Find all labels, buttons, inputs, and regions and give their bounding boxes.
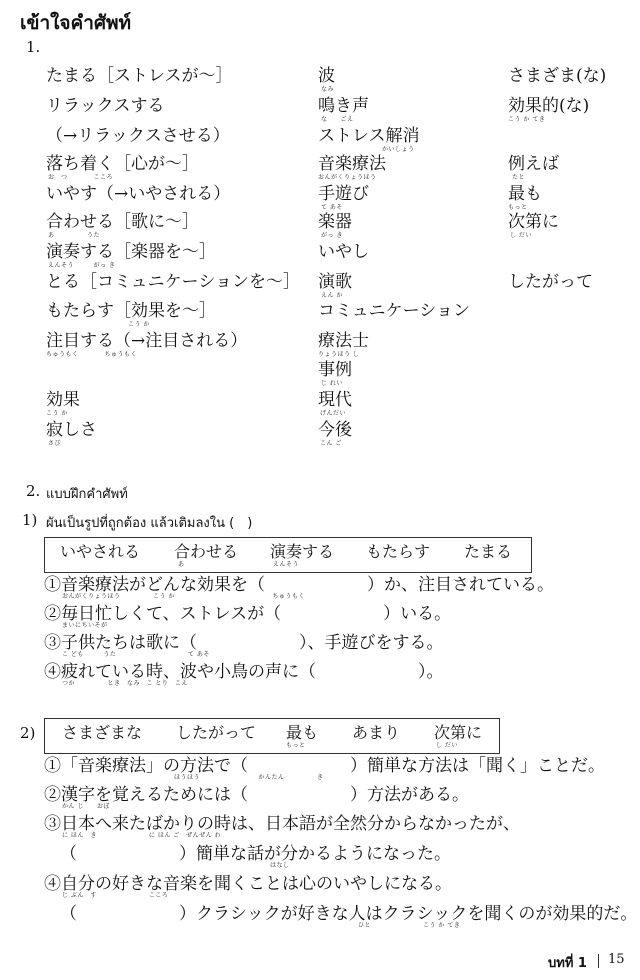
word-choice: あまり	[352, 723, 401, 742]
vocab-ruby: こう か	[128, 321, 150, 328]
vocab-item: 効果的(な)	[508, 96, 590, 116]
exercise-1-question: ③子供たちは歌に（ ）、手遊びをする。	[44, 633, 444, 653]
word-choice: 最も	[286, 723, 319, 742]
vocab-item: リラックスする	[46, 96, 165, 116]
vocab-ruby: こう か	[46, 410, 68, 417]
footer-divider	[598, 954, 599, 968]
word-choice: もたらす	[366, 542, 431, 561]
exercise-2-label: 2)	[20, 724, 36, 742]
vocab-ruby: こん ご	[320, 440, 342, 447]
question-ruby: じ ぶん す こころ	[62, 892, 169, 899]
section-2-title: แบบฝึกคำศัพท์	[46, 487, 128, 502]
word-choice-ruby: えんそう	[273, 561, 300, 568]
word-choice: いやされる	[60, 542, 141, 561]
vocab-item: したがって	[508, 272, 593, 292]
question-ruby: こ ども うた て あそ	[62, 651, 210, 658]
vocab-item: コミュニケーション	[318, 301, 470, 321]
exercise-1-question: ②毎日忙しくて、ストレスが（ ）いる。	[44, 604, 452, 624]
vocab-ruby: な ごえ	[321, 116, 354, 123]
word-choice-ruby: あ	[178, 561, 185, 568]
question-ruby: はなし	[270, 862, 290, 869]
vocab-item: 事例	[318, 360, 352, 380]
vocab-ruby: お つ こころ	[48, 174, 114, 181]
vocab-ruby: あ うた	[48, 232, 101, 239]
page-title: เข้าใจคำศัพท์	[20, 12, 132, 34]
vocab-item: いやす（→いやされる）	[46, 184, 231, 204]
vocab-ruby: えんそう がっ き	[48, 262, 116, 269]
exercise-2-question: （ ）クラシックが好きな人はクラシックを聞くのが効果的だ。	[60, 904, 638, 924]
vocab-ruby: じ れい	[321, 380, 343, 387]
vocab-ruby: て あそ	[321, 204, 343, 211]
word-choice: したがって	[176, 723, 257, 742]
vocab-ruby: さび	[48, 440, 62, 447]
vocab-item: 演奏する［楽器を～］	[46, 242, 216, 262]
question-ruby: かん じ おぼ	[62, 803, 110, 810]
vocab-item: 最も	[508, 184, 542, 204]
vocab-ruby: たと	[512, 174, 526, 181]
exercise-2-question: （ ）簡単な話が分かるようになった。	[60, 844, 451, 864]
exercise-1-question: ④疲れている時、波や小鳥の声に（ ）。	[44, 662, 444, 682]
vocab-ruby: えん か	[321, 292, 343, 299]
question-ruby: おんがくりょうほう こう か ちゅうもく	[62, 593, 305, 600]
vocab-item: たまる［ストレスが～］	[46, 66, 233, 86]
exercise-2-question: ②漢字を覚えるためには（ ）方法がある。	[44, 785, 469, 805]
question-ruby: ひと こう か てき	[358, 922, 461, 929]
vocab-item: 手遊び	[318, 184, 369, 204]
vocab-item: 鳴き声	[318, 96, 369, 116]
vocab-ruby: げんだい	[320, 410, 347, 417]
vocab-item: 現代	[318, 390, 352, 410]
question-ruby: つか とき なみ こ とり こえ	[62, 680, 188, 687]
question-ruby: まいにちいそが	[62, 622, 108, 629]
vocab-item: 波	[318, 66, 335, 86]
footer-lesson-label: บทที่ 1	[548, 956, 587, 971]
vocab-item: 例えば	[508, 154, 559, 174]
footer-page-number: 15	[608, 952, 625, 967]
vocab-item: 効果	[46, 390, 80, 410]
exercise-2-question: ③日本へ来たばかりの時は、日本語が全然分からなかったが、	[44, 814, 520, 834]
section-2-number: 2.	[26, 482, 41, 500]
exercise-2-question: ①「音楽療法」の方法で（ ）簡単な方法は「聞く」ことだ。	[44, 756, 605, 776]
word-choice: 合わせる	[174, 542, 239, 561]
word-choice-ruby: もっと	[286, 742, 306, 749]
vocab-ruby: こう か てき	[508, 116, 546, 123]
vocab-item: もたらす［効果を～］	[46, 301, 216, 321]
vocab-item: 次第に	[508, 212, 559, 232]
vocab-item: 療法士	[318, 331, 369, 351]
vocab-ruby: なみ	[321, 86, 335, 93]
question-ruby: に ほん き に ほん ご ぜんぜん わ	[62, 832, 222, 839]
vocab-ruby: りょうほう し	[318, 351, 360, 358]
vocab-ruby: かいしょう	[382, 146, 415, 153]
word-choice-ruby: し だい	[436, 742, 458, 749]
section-1-number: 1.	[26, 38, 41, 56]
word-choice: 演奏する	[270, 542, 335, 561]
vocab-item: 音楽療法	[318, 154, 386, 174]
vocab-item: 落ち着く［心が～］	[46, 154, 199, 174]
exercise-1-label: 1)	[22, 511, 38, 529]
vocab-item: 寂しさ	[46, 420, 97, 440]
exercise-2-question: ④自分の好きな音楽を聞くことは心のいやしになる。	[44, 874, 452, 894]
vocab-item: 演歌	[318, 272, 352, 292]
vocab-item: 今後	[318, 420, 352, 440]
word-choice: 次第に	[434, 723, 483, 742]
vocab-item: ストレス解消	[318, 126, 420, 146]
vocab-ruby: おんがくりょうほう	[318, 174, 377, 181]
vocab-item: 楽器	[318, 212, 352, 232]
vocab-ruby: がっ き	[321, 232, 343, 239]
vocab-item: いやし	[318, 242, 369, 262]
word-choice: たまる	[464, 542, 513, 561]
vocab-ruby: もっと	[508, 204, 528, 211]
question-ruby: ほうほう かんたん き	[174, 774, 324, 781]
vocab-item: 注目する（→注目される）	[46, 331, 248, 351]
exercise-1-question: ①音楽療法がどんな効果を（ ）か、注目されている。	[44, 575, 554, 595]
vocab-item: 合わせる［歌に～］	[46, 212, 199, 232]
word-choice: さまざまな	[62, 723, 143, 742]
vocab-item: （→リラックスさせる）	[46, 126, 230, 146]
vocab-item: とる［コミュニケーションを～］	[46, 272, 300, 292]
vocab-ruby: し だい	[510, 232, 532, 239]
vocab-item: さまざま(な)	[508, 66, 607, 86]
exercise-1-instruction: ผันเป็นรูปที่ถูกต้อง แล้วเติมลงใน ( )	[46, 516, 253, 531]
vocab-ruby: ちゅうもく ちゅうもく	[46, 351, 138, 358]
